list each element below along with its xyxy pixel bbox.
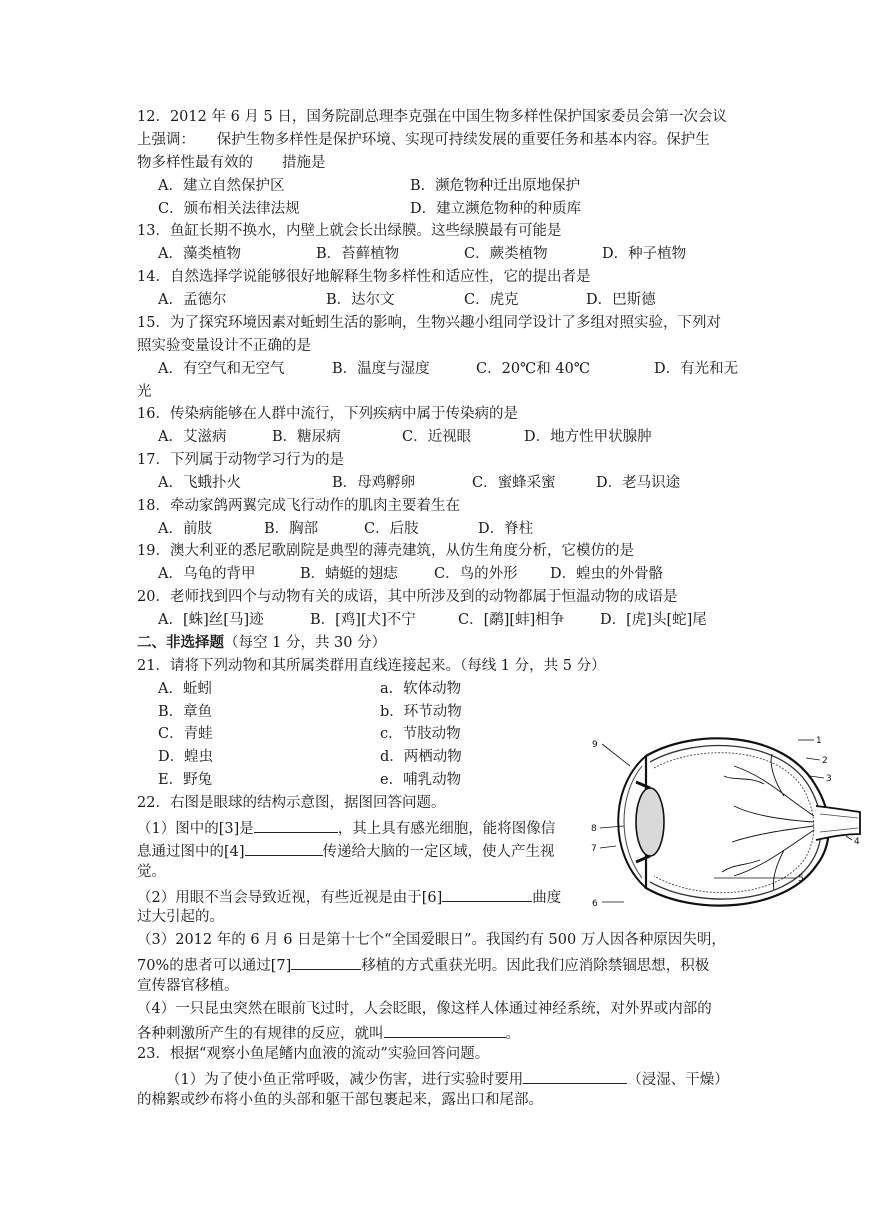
q20-option-a: A．[蛛]丝[马]迹 [158,612,264,628]
q13-option-c: C．蕨类植物 [464,246,548,262]
q22-blank-7[interactable] [291,953,361,970]
q15-option-d: D．有光和无 [654,361,739,377]
q13-option-d: D．种子植物 [602,246,687,262]
q15-stem-line1: 15．为了探究环境因素对蚯蚓生活的影响，生物兴趣小组同学设计了多组对照实验，下列对 [137,315,721,331]
q14-option-a: A．孟德尔 [158,292,227,308]
q21-group-d: d．两栖动物 [380,749,462,765]
q22-stem: 22．右图是眼球的结构示意图，据图回答问题。 [137,795,446,811]
q16-option-c: C．近视眼 [402,429,472,445]
q22-blank-4[interactable] [245,839,323,856]
q19-option-d: D．蝗虫的外骨骼 [550,566,664,582]
q21-animal-c: C．青蛙 [158,726,213,742]
q19-option-b: B．蜻蜓的翅痣 [300,566,398,582]
q17-option-a: A．飞蛾扑火 [158,475,241,491]
q22-part4-line2 [137,1021,520,1043]
optic-nerve [816,806,860,840]
q12-option-a: A．建立自然保护区 [158,178,285,194]
q22-blank-3[interactable] [254,816,338,833]
q16-option-b: B．糖尿病 [272,429,341,445]
q18-option-c: C．后肢 [364,521,419,537]
q19-option-a: A．乌龟的背甲 [158,566,256,582]
q23-blank-1[interactable] [523,1067,627,1084]
q22-part1-line2 [137,839,555,861]
q20-option-d: D．[虎]头[蛇]尾 [600,612,707,628]
q18-option-a: A．前肢 [158,521,212,537]
q21-group-b: b．环节动物 [380,704,462,720]
q16-option-a: A．艾滋病 [158,429,227,445]
q13-option-b: B．苔藓植物 [316,246,400,262]
q18-stem: 18．牵动家鸽两翼完成飞行动作的肌肉主要着生在 [137,498,460,514]
q22-p4-text-c: 。 [505,1026,520,1042]
label-1: 1 [816,736,822,746]
section-2-heading [137,633,386,655]
q21-group-e: e．哺乳动物 [380,772,462,788]
q17-option-c: C．蜜蜂采蜜 [472,475,556,491]
q21-group-c: c．节肢动物 [380,726,461,742]
section-2-title: 二、非选择题 [137,634,224,651]
q22-blank-reflex[interactable] [384,1021,506,1038]
q22-p2-text-a: （2）用眼不当会导致近视，有些近视是由于[6] [137,890,443,906]
q23-p1-text-b: （浸湿、干燥） [627,1072,729,1088]
q15-option-b: B．温度与湿度 [332,361,430,377]
q20-stem: 20．老师找到四个与动物有关的成语，其中所涉及到的动物都属于恒温动物的成语是 [137,589,678,605]
q18-option-d: D．脊柱 [478,521,534,537]
q15-option-a: A．有空气和无空气 [158,361,285,377]
q22-part1-line3: 觉。 [137,864,166,880]
q22-p3-text-c: 移植的方式重获光明。因此我们应消除禁锢思想，积极 [361,958,710,974]
q21-animal-e: E．野兔 [158,772,213,788]
q19-option-c: C．鸟的外形 [434,566,518,582]
lens [636,788,664,856]
section-2-note: （每空 1 分，共 30 分） [224,635,387,651]
q17-option-b: B．母鸡孵卵 [332,475,416,491]
q12-option-c: C．颁布相关法律法规 [158,201,300,217]
q22-part2-line2: 过大引起的。 [137,909,224,925]
label-4: 4 [854,837,860,847]
label-3: 3 [826,774,832,784]
label-9: 9 [592,740,598,750]
q22-part1-line1 [137,816,555,838]
q22-p2-text-b: 曲度 [532,890,562,906]
q12-stem-line3: 物多样性最有效的 措施是 [137,155,326,171]
q14-option-c: C．虎克 [464,292,519,308]
q12-option-b: B．濒危物种迁出原地保护 [410,178,581,194]
q18-option-b: B．胸部 [264,521,319,537]
q12-stem-line1: 12．2012 年 6 月 5 日，国务院副总理李克强在中国生物多样性保护国家委员会第一次会议 [137,109,727,125]
q14-stem: 14．自然选择学说能够很好地解释生物多样性和适应性，它的提出者是 [137,269,591,285]
q21-animal-d: D．蝗虫 [158,749,214,765]
q22-p1-text-c: 息通过图中的[4] [137,844,245,860]
q21-group-a: a．软体动物 [380,681,462,697]
q23-p1-text-a: （1）为了使小鱼正常呼吸，减少伤害，进行实验时要用 [166,1072,524,1088]
q21-animal-b: B．章鱼 [158,704,213,720]
q12-stem-line2: 上强调： 保护生物多样性是保护环境、实现可持续发展的重要任务和基本内容。保护生 [137,132,710,148]
q16-stem: 16．传染病能够在人群中流行，下列疾病中属于传染病的是 [137,406,518,422]
q17-stem: 17．下列属于动物学习行为的是 [137,452,344,468]
q22-p1-text-b: ，其上具有感光细胞，能将图像信 [337,821,556,837]
q14-option-d: D．巴斯德 [586,292,656,308]
label-8: 8 [591,824,597,834]
q20-option-b: B．[鸡][犬]不宁 [310,612,416,628]
q15-stem-line2: 照实验变量设计不正确的是 [137,338,311,354]
label-7: 7 [591,844,597,854]
q13-option-a: A．藻类植物 [158,246,241,262]
q22-p1-text-a: （1）图中的[3]是 [137,821,254,837]
eyeball-diagram [584,726,864,916]
q21-animal-a: A．蚯蚓 [158,681,212,697]
q14-option-b: B．达尔文 [326,292,395,308]
q23-part1-line2: 的棉絮或纱布将小鱼的头部和躯干部包裹起来，露出口和尾部。 [137,1092,543,1108]
q22-p3-text-b: 70%的患者可以通过[7] [137,958,292,974]
q22-blank-6[interactable] [442,885,532,902]
q20-option-c: C．[鹬][蚌]相争 [458,612,565,628]
q22-part2-line1 [137,885,561,907]
q22-part3-line1: （3）2012 年的 6 月 6 日是第十七个“全国爱眼日”。我国约有 500 万人因各种原因失明， [137,932,726,948]
q22-p4-text-b: 各种刺激所产生的有规律的反应，就叫 [137,1026,384,1042]
q12-option-d: D．建立濒危物种的种质库 [410,201,582,217]
q19-stem: 19．澳大利亚的悉尼歌剧院是典型的薄壳建筑，从仿生角度分析，它模仿的是 [137,543,634,559]
q21-stem: 21．请将下列动物和其所属类群用直线连接起来。（每线 1 分，共 5 分） [137,658,606,674]
label-6: 6 [592,899,598,909]
label-5: 5 [798,874,804,884]
q22-part3-line3: 宣传器官移植。 [137,978,239,994]
q22-p1-text-d: 传递给大脑的一定区域，使人产生视 [322,844,555,860]
label-2: 2 [822,756,828,766]
q22-part3-line2 [137,953,709,975]
q17-option-d: D．老马识途 [596,475,681,491]
q13-stem: 13．鱼缸长期不换水，内壁上就会长出绿膜。这些绿膜最有可能是 [137,223,562,239]
q16-option-d: D．地方性甲状腺肿 [524,429,652,445]
q23-part1-line1 [166,1067,729,1089]
q15-option-d-continued: 光 [137,384,152,400]
q22-part4-line1: （4）一只昆虫突然在眼前飞过时，人会眨眼，像这样人体通过神经系统，对外界或内部的 [137,1001,712,1017]
q15-option-c: C．20℃和 40℃ [476,361,591,377]
q23-stem: 23．根据“观察小鱼尾鳍内血液的流动”实验回答问题。 [137,1046,490,1062]
